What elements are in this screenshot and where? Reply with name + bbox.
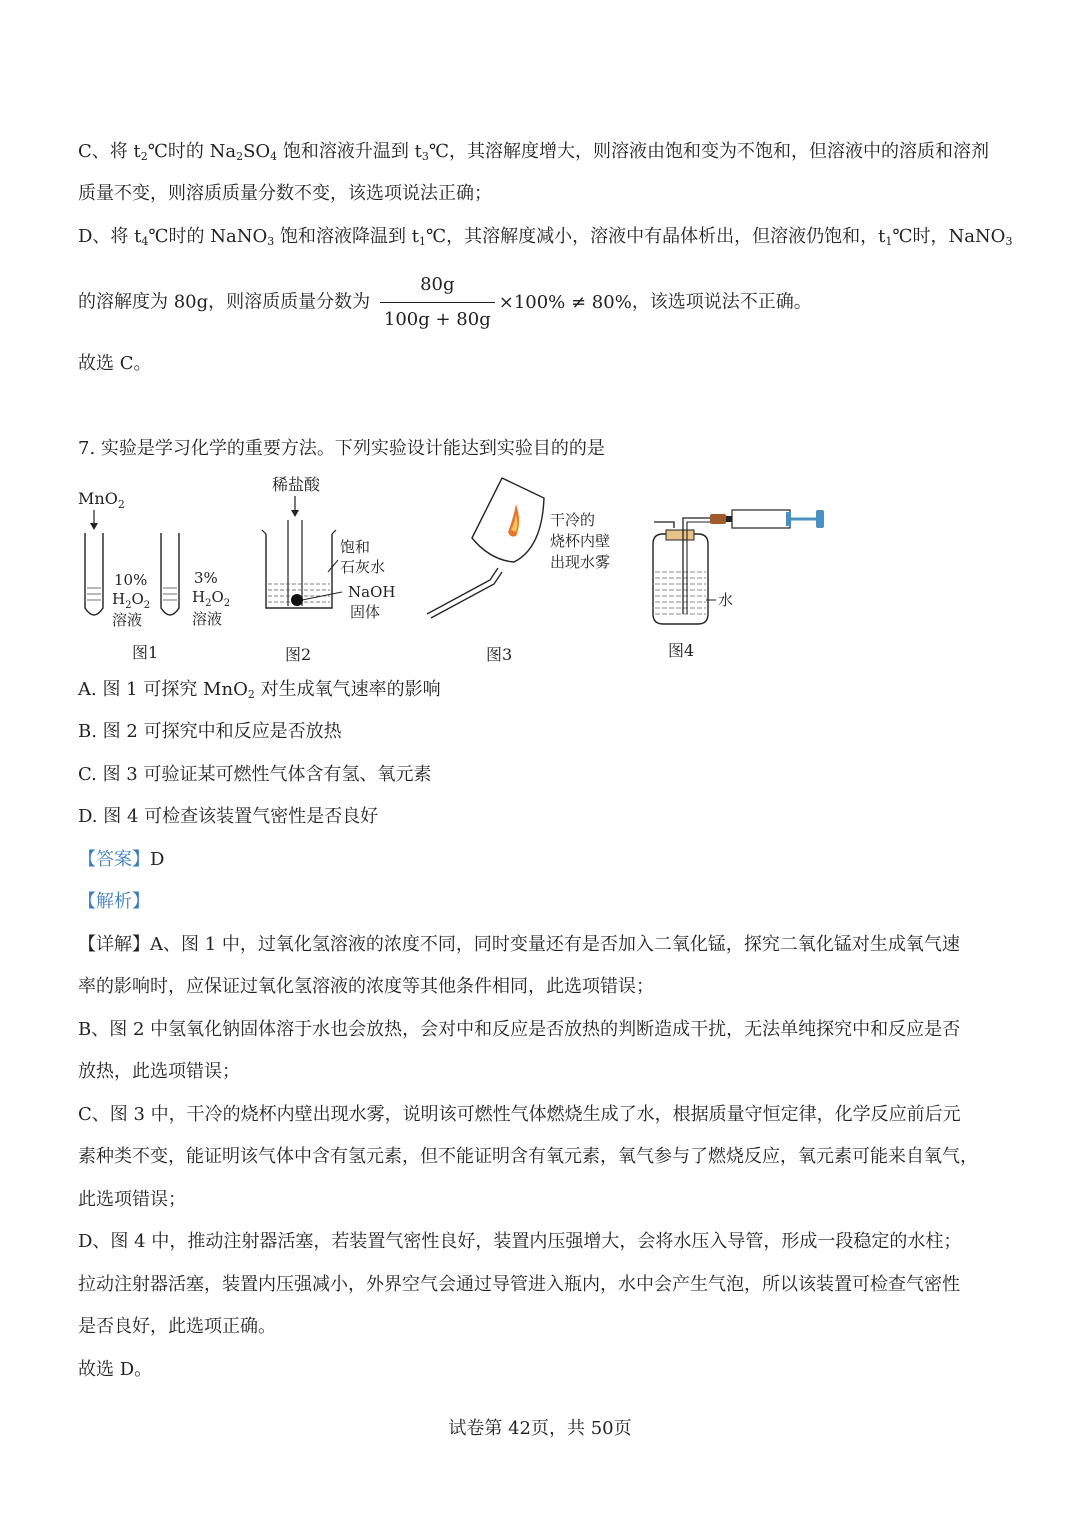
- answer-label: 【答案】: [78, 849, 150, 870]
- option-a: A. 图 1 可探究 MnO$_2$ 对生成氧气速率的影响: [78, 679, 441, 701]
- svg-text:H2O2: $H_2O_2$: [112, 590, 151, 611]
- gas-bottle: [653, 534, 708, 624]
- option-d-explanation-line2: 的溶解度为 80g，则溶质质量分数为 $\frac{80g}{100g + 80g}$ ×100% ≠ 80%，该选项说法不正确。: [78, 270, 812, 335]
- svg-text:溶液: 溶液: [112, 611, 143, 629]
- tube-2-liquid: [163, 588, 177, 600]
- syringe-tip: [726, 516, 732, 522]
- option-c-explanation-line1: C、将 $t_2℃$时的 $Na_2SO_4$ 饱和溶液升温到 $t_3℃$，其溶解度增大，则溶液由饱和变为不饱和，但溶液中的溶质和溶剂: [78, 141, 989, 163]
- choose-d-line: 故选 D。: [78, 1359, 153, 1380]
- option-c: C. 图 3 可验证某可燃性气体含有氢、氧元素: [78, 764, 432, 785]
- svg-text:水: 水: [718, 591, 734, 609]
- option-d: D. 图 4 可检查该装置气密性是否良好: [78, 806, 379, 827]
- svg-text:MnO2: MnO$_2$: [78, 489, 125, 511]
- answer-line: [78, 848, 164, 872]
- syringe-barrel: [732, 510, 790, 528]
- choose-c-line: 故选 C。: [78, 353, 152, 374]
- dropper-tube: [288, 520, 302, 606]
- question-7-title: 7. 实验是学习化学的重要方法。下列实验设计能达到实验目的的是: [78, 438, 605, 459]
- svg-text:3%: 3%: [194, 569, 218, 587]
- figure-4: [653, 510, 824, 660]
- mass-fraction-formula: $\frac{80g}{100g + 80g}$: [380, 270, 495, 335]
- plunger-head[interactable]: [786, 512, 791, 526]
- detail-d-line1: D、图 4 中，推动注射器活塞，若装置气密性良好，装置内压强增大，会将水压入导管，形成一段稳定的水柱；: [78, 1231, 962, 1252]
- detail-b-line2: 放热，此选项错误；: [78, 1061, 240, 1082]
- svg-text:NaOH: NaOH: [348, 583, 396, 601]
- detail-b-line1: B、图 2 中氢氧化钠固体溶于水也会放热，会对中和反应是否放热的判断造成干扰，无法单纯探究中和反应是否: [78, 1019, 961, 1040]
- option-c-explanation-line2: 质量不变，则溶质质量分数不变，该选项说法正确；: [78, 183, 492, 204]
- svg-text:H2O2: $H_2O_2$: [192, 588, 231, 609]
- beaker-rim: [262, 530, 336, 534]
- figure-2: [262, 475, 395, 664]
- detail-c-line2: 素种类不变，能证明该气体中含有氢元素，但不能证明含有氧元素，氧气参与了燃烧反应，氧元素可能来自氧气，: [78, 1146, 978, 1167]
- rubber-connector: [710, 514, 726, 524]
- svg-text:固体: 固体: [350, 603, 381, 621]
- option-b: B. 图 2 可探究中和反应是否放热: [78, 721, 342, 742]
- flame-icon: [508, 504, 519, 537]
- detail-c-line3: 此选项错误；: [78, 1189, 186, 1210]
- svg-text:石灰水: 石灰水: [340, 558, 386, 576]
- figure-1: [78, 489, 230, 662]
- left-tube: [654, 522, 674, 528]
- naoh-solid: [291, 594, 303, 606]
- answer-value: D: [150, 849, 165, 870]
- experiment-figures: [70, 468, 850, 668]
- option-d-explanation-line1: D、将 $t_4℃$时的 NaNO$_3$ 饱和溶液降温到 $t_1℃$，其溶解度减小，溶液中有晶体析出，但溶液仍饱和，$t_1℃$时，NaNO$_3$: [78, 226, 1013, 248]
- svg-text:出现水雾: 出现水雾: [550, 553, 611, 571]
- svg-text:烧杯内壁: 烧杯内壁: [550, 532, 611, 550]
- detail-c-line1: C、图 3 中，干冷的烧杯内壁出现水雾，说明该可燃性气体燃烧生成了水，根据质量守恒定律，化学反应前后元: [78, 1104, 961, 1125]
- svg-text:图1: 图1: [132, 643, 159, 662]
- plunger-handle[interactable]: [816, 510, 824, 528]
- water-in-bottle: [655, 572, 706, 614]
- test-tube-1: [85, 533, 103, 615]
- pointer-line: [328, 560, 338, 572]
- detail-d-line2: 拉动注射器活塞，装置内压强减小，外界空气会通过导管进入瓶内，水中会产生气泡，所以该装置可检查气密性: [78, 1274, 960, 1295]
- page-footer: 试卷第 42页，共 50页: [448, 1418, 632, 1439]
- rubber-stopper: [666, 530, 694, 540]
- detail-d-line3: 是否良好，此选项正确。: [78, 1316, 276, 1337]
- svg-text:稀盐酸: 稀盐酸: [272, 475, 321, 494]
- detail-a-line1: 【详解】A、图 1 中，过氧化氢溶液的浓度不同，同时变量还有是否加入二氧化锰，探究二氧化锰对生成氧气速: [78, 934, 960, 955]
- tube-1-liquid: [87, 588, 101, 600]
- svg-text:溶液: 溶液: [192, 610, 223, 628]
- analysis-label: 【解析】: [78, 891, 150, 912]
- svg-text:干冷的: 干冷的: [550, 511, 596, 529]
- svg-text:图3: 图3: [486, 645, 513, 664]
- arrow-head-icon: [90, 523, 98, 530]
- svg-text:图2: 图2: [285, 645, 312, 664]
- svg-text:图4: 图4: [668, 641, 695, 660]
- inverted-beaker: [472, 478, 544, 562]
- figure-3: [427, 478, 610, 664]
- svg-text:饱和: 饱和: [340, 538, 371, 556]
- gas-tube: [427, 568, 498, 614]
- detail-a-line2: 率的影响时，应保证过氧化氢溶液的浓度等其他条件相同，此选项错误；: [78, 976, 654, 997]
- arrow-head-icon: [291, 510, 299, 517]
- detail-label: 【详解】: [78, 934, 150, 955]
- test-tube-2: [161, 533, 179, 615]
- svg-text:10%: 10%: [114, 571, 148, 589]
